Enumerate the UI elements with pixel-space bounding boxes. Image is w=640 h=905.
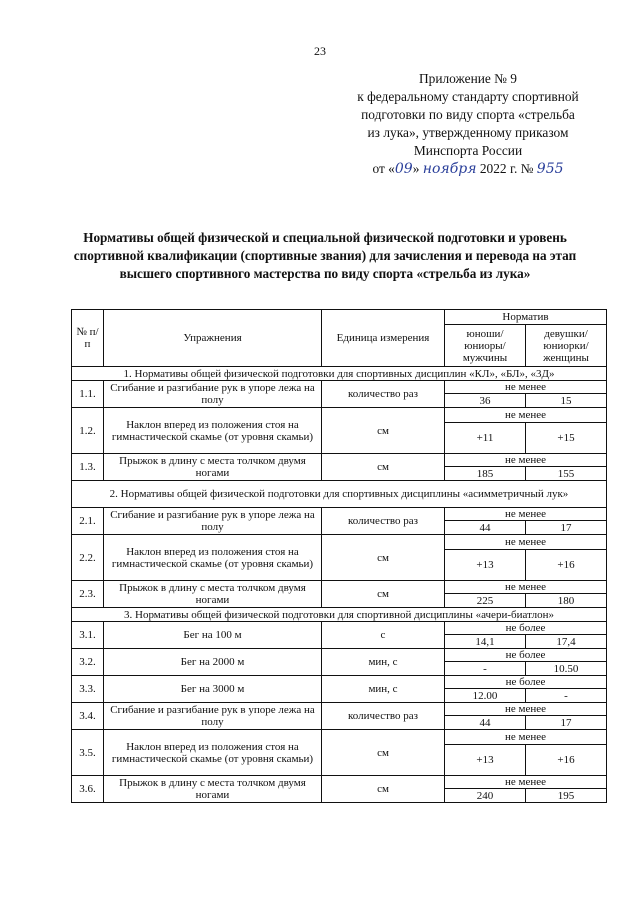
handwritten-order-number: 955 xyxy=(536,161,564,177)
row-exercise: Наклон вперед из положения стоя на гимнастической скамье (от уровня скамьи) xyxy=(104,730,322,776)
section-title: 2. Нормативы общей физической подготовки для спортивных дисциплины «асимметричный лук» xyxy=(72,481,607,508)
row-male-value: +13 xyxy=(445,745,526,776)
row-male-value: 185 xyxy=(445,467,526,481)
row-male-value: 240 xyxy=(445,789,526,803)
header-female: девушки/ юниорки/ женщины xyxy=(526,325,607,367)
order-date-line xyxy=(338,160,598,178)
row-number: 2.2. xyxy=(72,535,104,581)
row-condition: не менее xyxy=(445,508,607,521)
row-number: 1.3. xyxy=(72,454,104,481)
row-unit: количество раз xyxy=(322,508,445,535)
handwritten-month: ноября xyxy=(422,161,477,177)
row-number: 3.5. xyxy=(72,730,104,776)
table-row xyxy=(72,676,607,689)
row-female-value: 17,4 xyxy=(526,635,607,649)
row-female-value: 180 xyxy=(526,594,607,608)
document-title: Нормативы общей физической и специальной физической подготовки и уровень спортивной квалификации (спортивные звания) для зачисления и перевода на этап высшего спортивного мастерства по виду спорта «стрельба из лука» xyxy=(73,230,577,281)
row-male-value: 225 xyxy=(445,594,526,608)
row-female-value: 195 xyxy=(526,789,607,803)
header-exercise: Упражнения xyxy=(104,310,322,367)
header-unit: Единица измерения xyxy=(322,310,445,367)
section-header-row xyxy=(72,481,607,508)
row-unit: количество раз xyxy=(322,381,445,408)
row-exercise: Сгибание и разгибание рук в упоре лежа на полу xyxy=(104,381,322,408)
row-unit: с xyxy=(322,622,445,649)
appendix-line: Минспорта России xyxy=(413,143,523,158)
table-row xyxy=(72,703,607,716)
row-male-value: 36 xyxy=(445,394,526,408)
handwritten-day: 09 xyxy=(394,161,413,177)
appendix-line: подготовки по виду спорта «стрельба xyxy=(361,107,575,122)
row-female-value: - xyxy=(526,689,607,703)
row-exercise: Бег на 100 м xyxy=(104,622,322,649)
table-row xyxy=(72,381,607,394)
row-female-value: 10.50 xyxy=(526,662,607,676)
row-condition: не менее xyxy=(445,408,607,423)
table-row xyxy=(72,454,607,467)
row-female-value: +16 xyxy=(526,550,607,581)
header-norm: Норматив xyxy=(445,310,607,325)
table-row xyxy=(72,408,607,423)
appendix-line: Приложение № 9 xyxy=(418,71,518,86)
date-prefix: от « xyxy=(372,161,395,176)
row-exercise: Сгибание и разгибание рук в упоре лежа на полу xyxy=(104,703,322,730)
row-unit: см xyxy=(322,581,445,608)
row-unit: количество раз xyxy=(322,703,445,730)
row-unit: см xyxy=(322,776,445,803)
row-female-value: 15 xyxy=(526,394,607,408)
row-condition: не менее xyxy=(445,454,607,467)
row-female-value: 17 xyxy=(526,521,607,535)
row-unit: мин, с xyxy=(322,676,445,703)
row-exercise: Бег на 2000 м xyxy=(104,649,322,676)
row-male-value: 44 xyxy=(445,716,526,730)
row-number: 3.4. xyxy=(72,703,104,730)
row-exercise: Прыжок в длину с места толчком двумя ногами xyxy=(104,776,322,803)
table-row xyxy=(72,649,607,662)
row-exercise: Бег на 3000 м xyxy=(104,676,322,703)
section-title: 1. Нормативы общей физической подготовки для спортивных дисциплин «КЛ», «БЛ», «3Д» xyxy=(72,367,607,381)
row-condition: не менее xyxy=(445,381,607,394)
row-number: 1.1. xyxy=(72,381,104,408)
header-row xyxy=(72,310,607,325)
row-male-value: 12.00 xyxy=(445,689,526,703)
table-row xyxy=(72,776,607,789)
section-header-row xyxy=(72,608,607,622)
section-header-row xyxy=(72,367,607,381)
row-unit: см xyxy=(322,730,445,776)
table-row xyxy=(72,535,607,550)
section-title: 3. Нормативы общей физической подготовки для спортивной дисциплины «ачери-биатлон» xyxy=(72,608,607,622)
row-male-value: +13 xyxy=(445,550,526,581)
table-row xyxy=(72,508,607,521)
day-suffix: » xyxy=(412,161,420,176)
row-unit: см xyxy=(322,454,445,481)
row-number: 2.1. xyxy=(72,508,104,535)
table-row xyxy=(72,730,607,745)
row-female-value: 17 xyxy=(526,716,607,730)
row-condition: не более xyxy=(445,676,607,689)
row-exercise: Прыжок в длину с места толчком двумя ногами xyxy=(104,454,322,481)
row-male-value: 44 xyxy=(445,521,526,535)
row-exercise: Наклон вперед из положения стоя на гимнастической скамье (от уровня скамьи) xyxy=(104,408,322,454)
header-num: № п/п xyxy=(72,310,104,367)
row-condition: не более xyxy=(445,649,607,662)
row-condition: не менее xyxy=(445,581,607,594)
row-number: 3.1. xyxy=(72,622,104,649)
row-condition: не менее xyxy=(445,730,607,745)
page-number: 23 xyxy=(314,44,326,58)
appendix-line: из лука», утвержденному приказом xyxy=(367,125,569,140)
row-number: 3.6. xyxy=(72,776,104,803)
row-number: 2.3. xyxy=(72,581,104,608)
table-row xyxy=(72,622,607,635)
row-number: 3.2. xyxy=(72,649,104,676)
row-exercise: Прыжок в длину с места толчком двумя ногами xyxy=(104,581,322,608)
row-number: 3.3. xyxy=(72,676,104,703)
row-male-value: - xyxy=(445,662,526,676)
row-condition: не менее xyxy=(445,703,607,716)
row-female-value: +16 xyxy=(526,745,607,776)
appendix-line: к федеральному стандарту спортивной xyxy=(357,89,579,104)
row-unit: см xyxy=(322,408,445,454)
row-condition: не менее xyxy=(445,776,607,789)
row-female-value: +15 xyxy=(526,423,607,454)
row-female-value: 155 xyxy=(526,467,607,481)
row-exercise: Наклон вперед из положения стоя на гимнастической скамье (от уровня скамьи) xyxy=(104,535,322,581)
header-male: юноши/ юниоры/ мужчины xyxy=(445,325,526,367)
row-unit: мин, с xyxy=(322,649,445,676)
row-unit: см xyxy=(322,535,445,581)
row-number: 1.2. xyxy=(72,408,104,454)
table-row xyxy=(72,581,607,594)
row-exercise: Сгибание и разгибание рук в упоре лежа на полу xyxy=(104,508,322,535)
appendix-block xyxy=(338,70,598,178)
row-male-value: 14,1 xyxy=(445,635,526,649)
row-male-value: +11 xyxy=(445,423,526,454)
row-condition: не более xyxy=(445,622,607,635)
row-condition: не менее xyxy=(445,535,607,550)
norms-table xyxy=(71,309,607,803)
year-text: 2022 г. № xyxy=(479,161,534,176)
